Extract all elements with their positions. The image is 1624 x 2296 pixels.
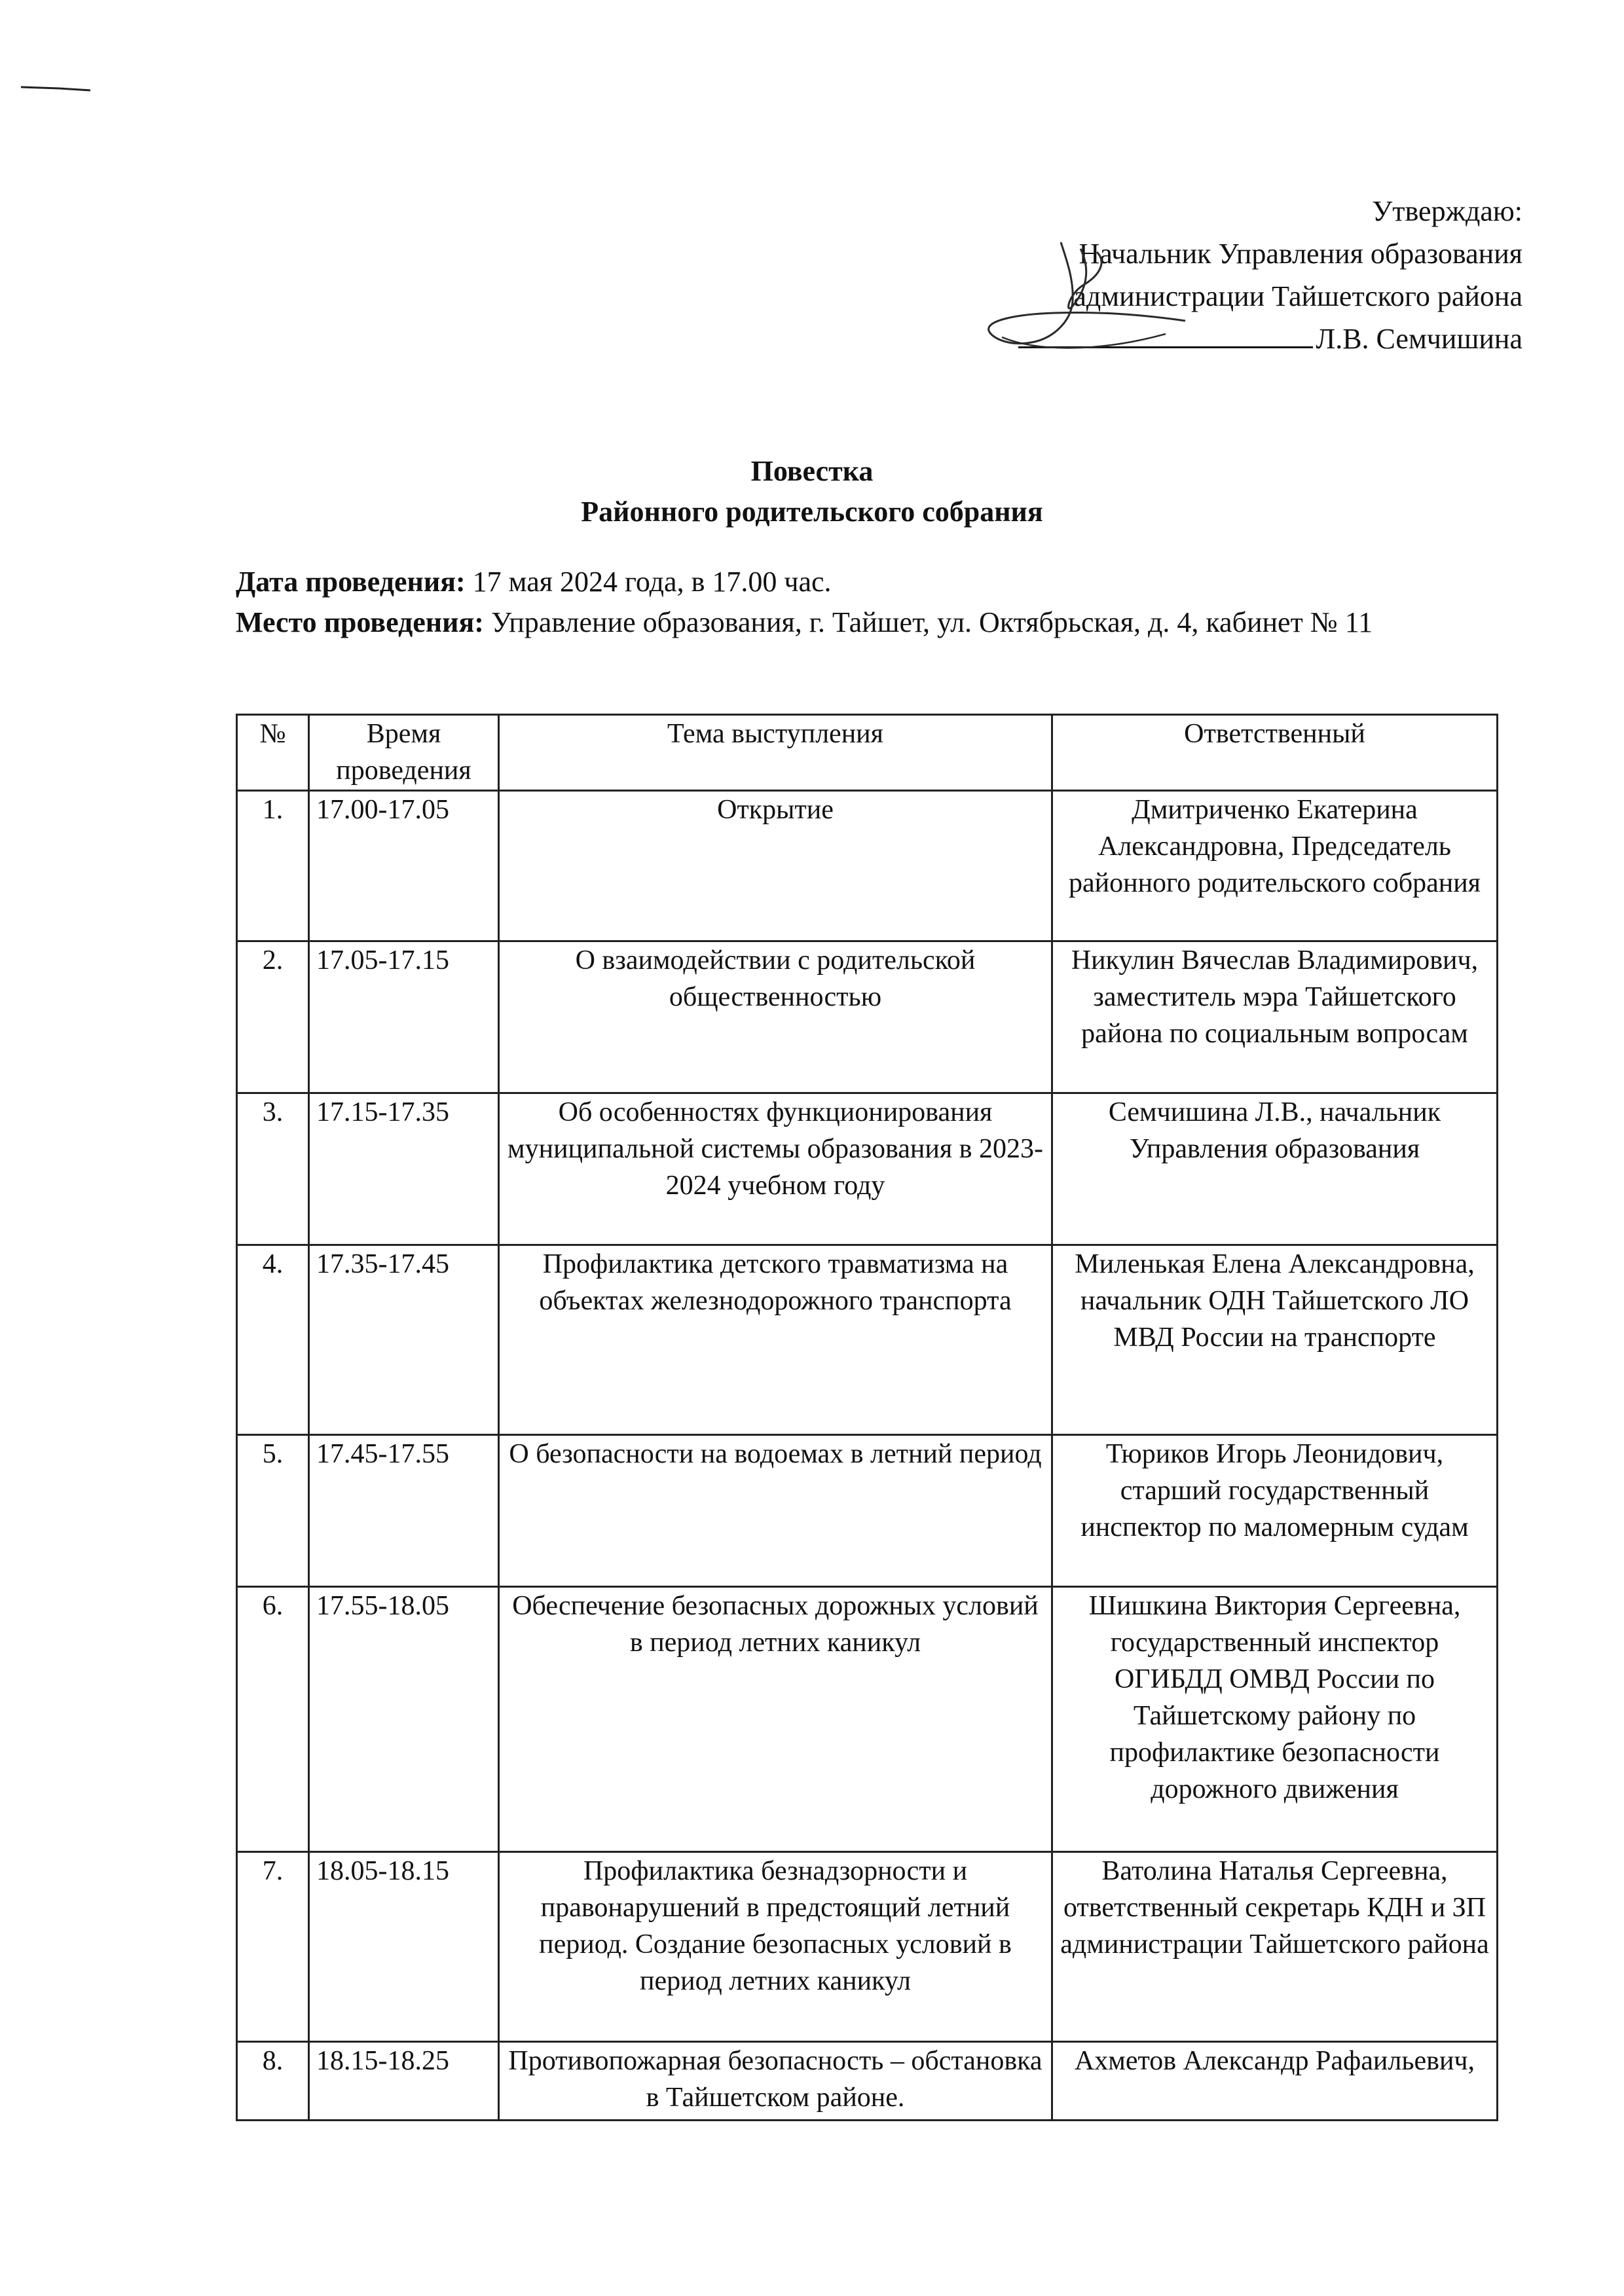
approval-organization: администрации Тайшетского района xyxy=(1073,280,1522,312)
cell-responsible: Шишкина Виктория Сергеевна, государственный инспектор ОГИБДД ОМВД России по Тайшетскому району по профилактике безопасности дорожного движения xyxy=(1052,1587,1498,1852)
cell-topic: Открытие xyxy=(499,791,1052,941)
cell-topic: О безопасности на водоемах в летний период xyxy=(499,1435,1052,1587)
cell-topic: Обеспечение безопасных дорожных условий в период летних каникул xyxy=(499,1587,1052,1852)
cell-topic: О взаимодействии с родительской общественностью xyxy=(499,941,1052,1093)
place-label: Место проведения: xyxy=(236,606,484,638)
cell-time: 17.55-18.05 xyxy=(309,1587,499,1852)
document-title: Повестка xyxy=(750,455,874,487)
cell-time: 18.05-18.15 xyxy=(309,1852,499,2042)
cell-responsible: Тюриков Игорь Леонидович, старший государственный инспектор по маломерным судам xyxy=(1052,1435,1498,1587)
handwritten-signature xyxy=(976,223,1198,373)
cell-topic: Профилактика безнадзорности и правонарушений в предстоящий летний период. Создание безопасных условий в период летних каникул xyxy=(499,1852,1052,2042)
approval-signer: Л.В. Семчишина xyxy=(1316,323,1522,355)
cell-number: 2. xyxy=(237,941,309,1093)
cell-time: 17.35-17.45 xyxy=(309,1245,499,1435)
header-number: № xyxy=(237,715,309,791)
cell-number: 6. xyxy=(237,1587,309,1852)
document-subtitle: Районного родительского собрания xyxy=(581,496,1043,528)
cell-responsible: Ватолина Наталья Сергеевна, ответственный секретарь КДН и ЗП администрации Тайшетского района xyxy=(1052,1852,1498,2042)
cell-responsible: Миленькая Елена Александровна, начальник ОДН Тайшетского ЛО МВД России на транспорте xyxy=(1052,1245,1498,1435)
date-value: 17 мая 2024 года, в 17.00 час. xyxy=(465,566,832,598)
table-row xyxy=(237,791,1498,941)
cell-responsible: Никулин Вячеслав Владимирович, заместитель мэра Тайшетского района по социальным вопросам xyxy=(1052,941,1498,1093)
header-responsible: Ответственный xyxy=(1052,715,1498,791)
cell-time: 17.15-17.35 xyxy=(309,1093,499,1245)
header-time: Время проведения xyxy=(309,715,499,791)
cell-time: 17.00-17.05 xyxy=(309,791,499,941)
agenda-table xyxy=(236,714,1498,2121)
place-value: Управление образования, г. Тайшет, ул. Октябрьская, д. 4, кабинет № 11 xyxy=(483,606,1373,638)
header-topic: Тема выступления xyxy=(499,715,1052,791)
cell-responsible: Ахметов Александр Рафаильевич, xyxy=(1052,2042,1498,2121)
cell-number: 1. xyxy=(237,791,309,941)
cell-responsible: Дмитриченко Екатерина Александровна, Председатель районного родительского собрания xyxy=(1052,791,1498,941)
cell-topic: Профилактика детского травматизма на объектах железнодорожного транспорта xyxy=(499,1245,1052,1435)
date-label: Дата проведения: xyxy=(236,566,466,598)
table-row xyxy=(237,1093,1498,1245)
table-row xyxy=(237,941,1498,1093)
table-row xyxy=(237,1435,1498,1587)
table-row xyxy=(237,1245,1498,1435)
cell-time: 17.05-17.15 xyxy=(309,941,499,1093)
meeting-place xyxy=(236,604,1519,642)
approval-position: Начальник Управления образования xyxy=(1079,238,1522,270)
table-header-row xyxy=(237,715,1498,791)
meeting-date xyxy=(236,563,1519,601)
cell-number: 4. xyxy=(237,1245,309,1435)
cell-responsible: Семчишина Л.В., начальник Управления образования xyxy=(1052,1093,1498,1245)
table-row xyxy=(237,1852,1498,2042)
table-row xyxy=(237,1587,1498,1852)
table-row xyxy=(237,2042,1498,2121)
cell-number: 8. xyxy=(237,2042,309,2121)
cell-topic: Об особенностях функционирования муниципальной системы образования в 2023-2024 учебном году xyxy=(499,1093,1052,1245)
cell-number: 3. xyxy=(237,1093,309,1245)
approval-heading: Утверждаю: xyxy=(1372,195,1522,227)
margin-pen-mark xyxy=(20,85,92,92)
cell-number: 5. xyxy=(237,1435,309,1587)
cell-topic: Противопожарная безопасность – обстановка в Тайшетском районе. xyxy=(499,2042,1052,2121)
cell-time: 18.15-18.25 xyxy=(309,2042,499,2121)
cell-time: 17.45-17.55 xyxy=(309,1435,499,1587)
cell-number: 7. xyxy=(237,1852,309,2042)
